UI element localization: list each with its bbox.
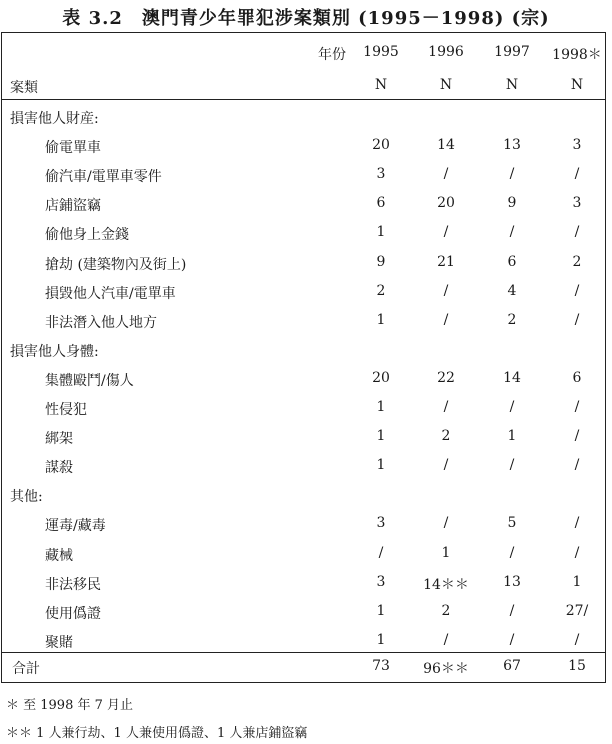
cell-1996: 1 <box>441 545 451 561</box>
table-row <box>0 132 612 161</box>
table-row <box>0 423 612 452</box>
table-title: 表 3.2 澳門青少年罪犯涉案類別 (1995－1998) (宗) <box>62 8 550 29</box>
case-type-label: 謀殺 <box>45 460 73 476</box>
total-row <box>0 653 612 682</box>
cell-1997: 13 <box>503 137 521 153</box>
total-value-1996: 96＊＊ <box>423 661 469 677</box>
case-type-label: 藏械 <box>45 548 73 564</box>
cell-1996: / <box>443 166 449 182</box>
cell-1998: / <box>574 428 580 444</box>
cell-1998: / <box>574 632 580 648</box>
header-n-1997: N <box>505 77 519 93</box>
cell-1997: 5 <box>507 515 517 531</box>
case-type-label: 綁架 <box>45 431 73 447</box>
cell-1997: / <box>509 603 515 619</box>
header-year-1997: 1997 <box>494 44 530 60</box>
case-type-label: 店鋪盜竊 <box>45 198 101 214</box>
cell-1998: / <box>574 283 580 299</box>
cell-1995: 6 <box>376 195 386 211</box>
table-row <box>0 365 612 394</box>
cell-1997: 13 <box>503 574 521 590</box>
cell-1996: / <box>443 312 449 328</box>
section-header-row <box>0 103 612 132</box>
cell-1995: 1 <box>376 428 386 444</box>
header-year-label: 年份 <box>318 47 346 63</box>
cell-1995: 1 <box>376 603 386 619</box>
header-n-1995: N <box>374 77 388 93</box>
cell-1998: / <box>574 457 580 473</box>
cell-1998: / <box>574 515 580 531</box>
cell-1997: 6 <box>507 254 517 270</box>
header-case-label: 案類 <box>10 80 38 96</box>
cell-1996: 20 <box>437 195 455 211</box>
cell-1998: / <box>574 545 580 561</box>
cell-1995: 1 <box>376 312 386 328</box>
case-type-label: 非法潛入他人地方 <box>45 315 157 331</box>
cell-1998: / <box>574 224 580 240</box>
cell-1995: 3 <box>376 515 386 531</box>
case-type-label: 非法移民 <box>45 577 101 593</box>
cell-1998: / <box>574 399 580 415</box>
cell-1997: / <box>509 399 515 415</box>
case-type-label: 集體毆鬥/傷人 <box>45 373 134 389</box>
total-label: 合計 <box>12 661 40 677</box>
cell-1996: 14＊＊ <box>423 577 469 593</box>
cell-1998: 27/ <box>565 603 589 619</box>
cell-1995: 3 <box>376 574 386 590</box>
cell-1997: / <box>509 224 515 240</box>
case-type-label: 運毒/藏毒 <box>45 518 106 534</box>
table-row <box>0 278 612 307</box>
cell-1995: 2 <box>376 283 386 299</box>
cell-1996: / <box>443 399 449 415</box>
cell-1997: 2 <box>507 312 517 328</box>
table-row <box>0 219 612 248</box>
section-header-row <box>0 336 612 365</box>
cell-1996: 14 <box>437 137 455 153</box>
cell-1995: 20 <box>372 137 390 153</box>
header-n-1996: N <box>439 77 453 93</box>
section-label: 其他: <box>10 489 43 505</box>
table-row <box>0 569 612 598</box>
section-header-row <box>0 481 612 510</box>
table-row <box>0 540 612 569</box>
cell-1996: / <box>443 632 449 648</box>
cell-1998: / <box>574 312 580 328</box>
table-row <box>0 190 612 219</box>
header-divider <box>1 99 606 100</box>
case-type-label: 損毀他人汽車/電單車 <box>45 286 176 302</box>
cell-1997: / <box>509 545 515 561</box>
cell-1995: 20 <box>372 370 390 386</box>
total-value-1997: 67 <box>503 658 521 674</box>
cell-1996: 21 <box>437 254 455 270</box>
case-type-label: 使用僞證 <box>45 606 101 622</box>
cell-1997: / <box>509 166 515 182</box>
table-row <box>0 307 612 336</box>
cell-1997: 9 <box>507 195 517 211</box>
cell-1997: 14 <box>503 370 521 386</box>
header-year-1998: 1998＊ <box>552 47 602 63</box>
cell-1996: / <box>443 224 449 240</box>
cell-1998: / <box>574 166 580 182</box>
case-type-label: 搶劫 (建築物內及街上) <box>45 257 187 273</box>
cell-1996: / <box>443 283 449 299</box>
cell-1995: 1 <box>376 399 386 415</box>
section-label: 損害他人身體: <box>10 344 99 360</box>
header-n-1998: N <box>570 77 584 93</box>
table-row <box>0 510 612 539</box>
cell-1996: 2 <box>441 603 451 619</box>
table-row <box>0 452 612 481</box>
case-type-label: 偷汽車/電單車零件 <box>45 169 162 185</box>
table-row <box>0 394 612 423</box>
cell-1995: 1 <box>376 457 386 473</box>
cell-1995: 1 <box>376 632 386 648</box>
cell-1997: / <box>509 632 515 648</box>
cell-1997: 4 <box>507 283 517 299</box>
case-type-label: 聚賭 <box>45 635 73 651</box>
cell-1996: 22 <box>437 370 455 386</box>
cell-1998: 2 <box>572 254 582 270</box>
header-year-1996: 1996 <box>428 44 464 60</box>
cell-1997: / <box>509 457 515 473</box>
cell-1998: 6 <box>572 370 582 386</box>
table-row <box>0 249 612 278</box>
case-type-label: 偷電單車 <box>45 140 101 156</box>
cell-1998: 3 <box>572 195 582 211</box>
table-row <box>0 161 612 190</box>
total-value-1995: 73 <box>372 658 390 674</box>
section-label: 損害他人財産: <box>10 111 99 127</box>
total-value-1998: 15 <box>568 658 586 674</box>
case-type-label: 性侵犯 <box>45 402 87 418</box>
cell-1997: 1 <box>507 428 517 444</box>
cell-1996: 2 <box>441 428 451 444</box>
table-row <box>0 598 612 627</box>
cell-1996: / <box>443 457 449 473</box>
cell-1995: 9 <box>376 254 386 270</box>
cell-1996: / <box>443 515 449 531</box>
cell-1998: 1 <box>572 574 582 590</box>
header-year-1995: 1995 <box>363 44 399 60</box>
cell-1995: 3 <box>376 166 386 182</box>
footnote-2: ＊＊ 1 人兼行劫、1 人兼使用僞證、1 人兼店鋪盜竊 <box>6 726 308 741</box>
case-type-label: 偷他身上金錢 <box>45 227 129 243</box>
footnote-1: ＊ 至 1998 年 7 月止 <box>6 698 134 713</box>
cell-1995: 1 <box>376 224 386 240</box>
cell-1998: 3 <box>572 137 582 153</box>
cell-1995: / <box>378 545 384 561</box>
